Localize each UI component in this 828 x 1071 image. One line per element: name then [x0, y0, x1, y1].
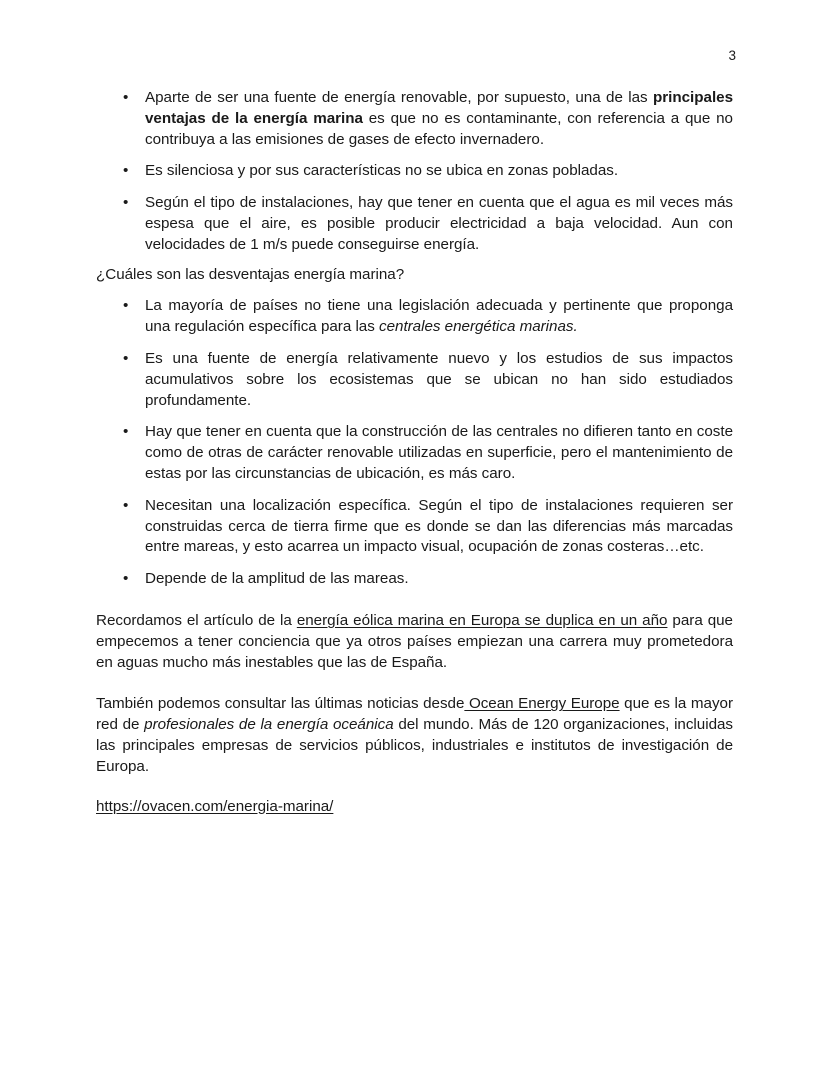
bullet-marker-icon: •: [123, 297, 129, 315]
advantage-bullet-segment-normal: es que no es contaminante, con referencia a que no contribuya a las emisiones de gases de efecto invernadero.: [145, 109, 733, 148]
advantage-bullet-segment-normal: Es silenciosa y por sus características no se ubica en zonas pobladas.: [145, 162, 619, 180]
advantage-bullet-item: [96, 88, 733, 150]
paragraph-tambien-segment-normal: También podemos consultar las últimas noticias desde: [96, 695, 465, 713]
advantage-bullet-segment-normal: Según el tipo de instalaciones, hay que tener en cuenta que el agua es mil veces más espesa que el aire, es posible producir electricidad a baja velocidad. Aun con velocidades de 1 m/s puede conseguirse energía.: [145, 194, 733, 253]
advantages-bullet-list: [96, 88, 733, 256]
paragraph-tambien-segment-normal: del mundo. Más de 120 organizaciones, incluidas las principales empresas de servicios públicos, industriales e institutos de investigación de Europa.: [96, 716, 733, 775]
bullet-marker-icon: •: [123, 349, 129, 367]
page-number: 3: [728, 48, 736, 63]
bullet-marker-icon: •: [123, 162, 129, 180]
advantage-bullet-segment-bold: principales ventajas de la energía marina: [145, 89, 733, 127]
paragraph-tambien-segment-normal: que es la mayor red de: [96, 695, 733, 734]
disadvantage-bullet-segment-normal: La mayoría de países no tiene una legislación adecuada y pertinente que proponga una regulación específica para las: [145, 297, 733, 336]
bullet-marker-icon: •: [123, 423, 129, 441]
advantage-bullet-item-text: [145, 89, 733, 148]
disadvantage-bullet-item-text: [145, 350, 733, 409]
disadvantage-bullet-item-text: [145, 297, 733, 335]
disadvantage-bullet-item: [96, 296, 733, 338]
paragraph-recordamos-segment-normal: para que empecemos a tener conciencia que ya otros países empiezan una carrera muy prometedora en aguas mucho más inestables que las de España.: [96, 611, 733, 671]
bullet-marker-icon: •: [123, 570, 129, 588]
source-url-paragraph: [96, 797, 733, 818]
document-body: [96, 88, 733, 817]
paragraph-tambien: [96, 694, 733, 777]
disadvantage-bullet-segment-italic: centrales energética marinas.: [379, 318, 578, 336]
disadvantages-bullet-list: [96, 296, 733, 590]
source-url-link[interactable]: https://ovacen.com/energia-marina/: [96, 797, 334, 815]
paragraph-recordamos-segment-link[interactable]: energía eólica marina en Europa se duplica en un año: [296, 611, 668, 629]
disadvantage-bullet-segment-normal: Es una fuente de energía relativamente nuevo y los estudios de sus impactos acumulativos sobre los ecosistemas que se ubican no han sido estudiados profundamente.: [145, 349, 733, 409]
bullet-marker-icon: •: [123, 194, 129, 212]
disadvantage-bullet-segment-normal: Necesitan una localización específica. Según el tipo de instalaciones requieren ser construidas cerca de tierra firme que es donde se dan las diferencias más marcadas entre mareas, y esto acarrea un impacto visual, ocupación de zonas costeras…etc.: [145, 496, 733, 556]
paragraph-tambien-segment-italic: profesionales de la energía oceánica: [144, 716, 394, 734]
advantage-bullet-item: [96, 193, 733, 255]
disadvantage-bullet-item-text: [145, 497, 733, 556]
disadvantage-bullet-item-text: [145, 423, 733, 482]
question-heading: ¿Cuáles son las desventajas energía marina?: [96, 265, 405, 283]
advantage-bullet-item-text: [145, 162, 618, 179]
paragraph-recordamos-segment-normal: Recordamos el artículo de la: [96, 611, 297, 629]
disadvantage-bullet-item: [96, 496, 733, 558]
advantage-bullet-segment-normal: Aparte de ser una fuente de energía renovable, por supuesto, una de las: [145, 89, 654, 106]
disadvantage-bullet-segment-normal: Hay que tener en cuenta que la construcción de las centrales no difieren tanto en coste como de otras de carácter renovable utilizadas en superficie, pero el mantenimiento de estas por las circunstancias de ubicación, es más caro.: [145, 423, 733, 482]
disadvantage-bullet-item: [96, 569, 733, 590]
paragraph-recordamos: [96, 611, 733, 673]
advantage-bullet-item-text: [145, 194, 733, 253]
disadvantage-bullet-segment-normal: Depende de la amplitud de las mareas.: [145, 570, 409, 588]
advantage-bullet-item: [96, 161, 733, 182]
disadvantage-bullet-item-text: [145, 570, 409, 587]
paragraph-tambien-segment-link[interactable]: Ocean Energy Europe: [464, 695, 620, 713]
disadvantage-bullet-item: [96, 349, 733, 411]
disadvantage-bullet-item: [96, 422, 733, 484]
bullet-marker-icon: •: [123, 496, 129, 514]
bullet-marker-icon: •: [123, 89, 129, 106]
